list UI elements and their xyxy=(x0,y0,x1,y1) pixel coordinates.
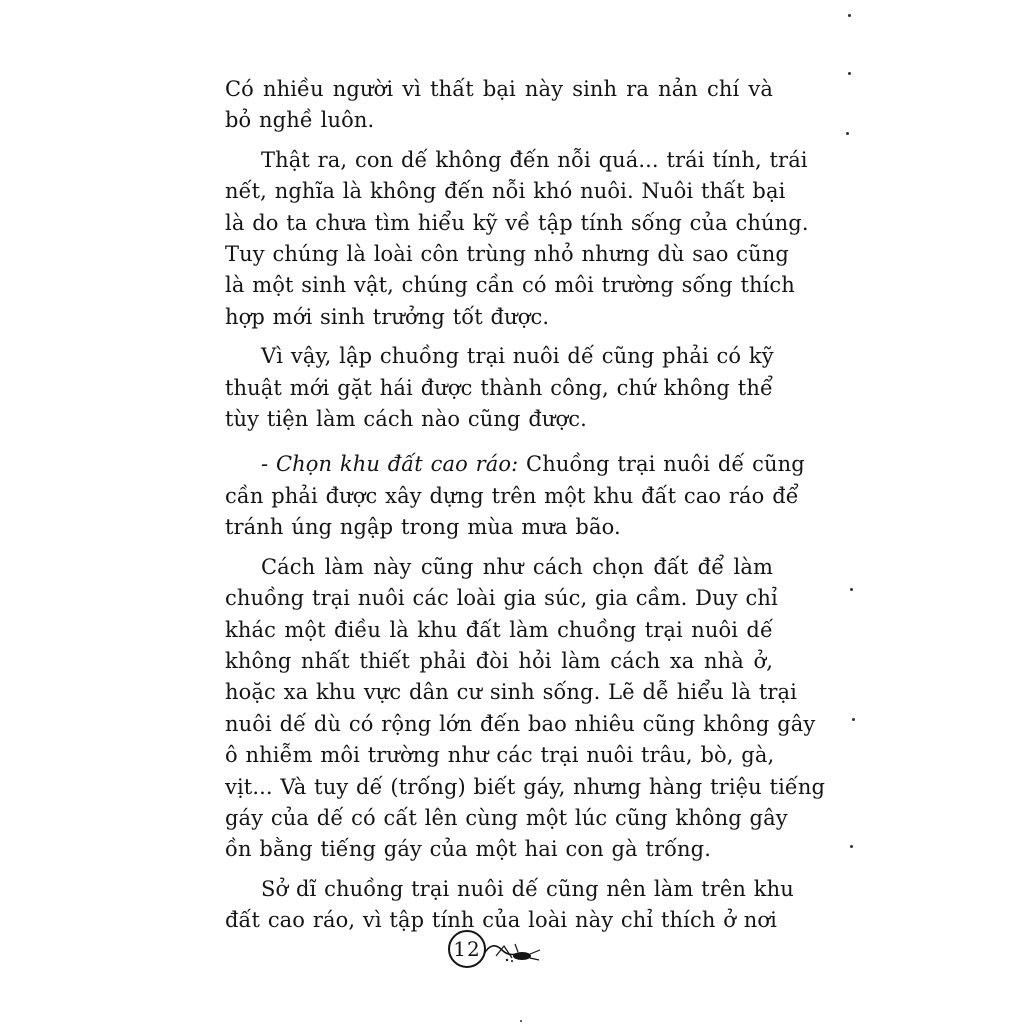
scan-speck xyxy=(850,845,853,848)
text-line-lead xyxy=(225,449,805,480)
text-line: tùy tiện làm cách nào cũng được. xyxy=(225,407,587,432)
scan-speck xyxy=(852,718,855,721)
text-line: ồn bằng tiếng gáy của một hai con gà trống. xyxy=(225,837,711,862)
cricket-ornament-icon xyxy=(482,936,542,964)
text-line: chuồng trại nuôi các loài gia súc, gia cầm. Duy chỉ xyxy=(225,586,778,611)
text-line: vịt... Và tuy dế (trống) biết gáy, nhưng hàng triệu tiếng xyxy=(225,774,826,799)
text-line: hợp mới sinh trưởng tốt được. xyxy=(225,304,550,329)
page-footer xyxy=(448,930,548,974)
scan-speck xyxy=(848,72,851,75)
text-line: bỏ nghề luôn. xyxy=(225,108,375,133)
text-line: hoặc xa khu vực dân cư sinh sống. Lẽ dễ hiểu là trại xyxy=(225,680,797,705)
text-line: nuôi dế dù có rộng lớn đến bao nhiêu cũng không gây xyxy=(225,711,816,736)
paragraph-6 xyxy=(225,874,794,937)
paragraph-2 xyxy=(225,145,809,333)
text-line: nết, nghĩa là không đến nỗi khó nuôi. Nuôi thất bại xyxy=(225,179,786,204)
scan-speck xyxy=(846,132,849,135)
text-line: Sở dĩ chuồng trại nuôi dế cũng nên làm trên khu xyxy=(261,876,794,901)
text-line: Có nhiều người vì thất bại này sinh ra nản chí và xyxy=(225,77,773,101)
page-number: 12 xyxy=(448,930,486,968)
text-line: không nhất thiết phải đòi hỏi làm cách xa nhà ở, xyxy=(225,648,773,673)
text-line: Tuy chúng là loài côn trùng nhỏ nhưng dù sao cũng xyxy=(225,242,789,267)
text-line: là một sinh vật, chúng cần có môi trường sống thích xyxy=(225,273,795,298)
paragraph-5 xyxy=(225,552,826,866)
paragraph-4 xyxy=(225,449,805,543)
text-line: đất cao ráo, vì tập tính của loài này chỉ thích ở nơi xyxy=(225,908,777,933)
text-line: ô nhiễm môi trường như các trại nuôi trâu, bò, gà, xyxy=(225,743,775,768)
text-line: thuật mới gặt hái được thành công, chứ không thể xyxy=(225,375,773,400)
paragraph-3 xyxy=(225,341,773,435)
lead-rest: Chuồng trại nuôi dế cũng xyxy=(518,452,805,477)
text-line: Cách làm này cũng như cách chọn đất để làm xyxy=(261,554,773,579)
text-line: Thật ra, con dế không đến nỗi quá... trái tính, trái xyxy=(261,147,808,172)
text-line: tránh úng ngập trong mùa mưa bão. xyxy=(225,515,621,540)
text-line: là do ta chưa tìm hiểu kỹ về tập tính sống của chúng. xyxy=(225,210,809,235)
italic-heading: - Chọn khu đất cao ráo: xyxy=(261,452,519,477)
text-line: cần phải được xây dựng trên một khu đất cao ráo để xyxy=(225,483,799,508)
scan-speck xyxy=(850,588,853,591)
paragraph-1 xyxy=(225,74,773,137)
scan-speck xyxy=(848,14,851,17)
text-line: khác một điều là khu đất làm chuồng trại nuôi dế xyxy=(225,617,773,642)
page-body xyxy=(225,74,826,937)
scan-speck xyxy=(520,1020,522,1022)
text-line: Vì vậy, lập chuồng trại nuôi dế cũng phải có kỹ xyxy=(261,344,774,369)
text-line: gáy của dế có cất lên cùng một lúc cũng không gây xyxy=(225,805,788,830)
